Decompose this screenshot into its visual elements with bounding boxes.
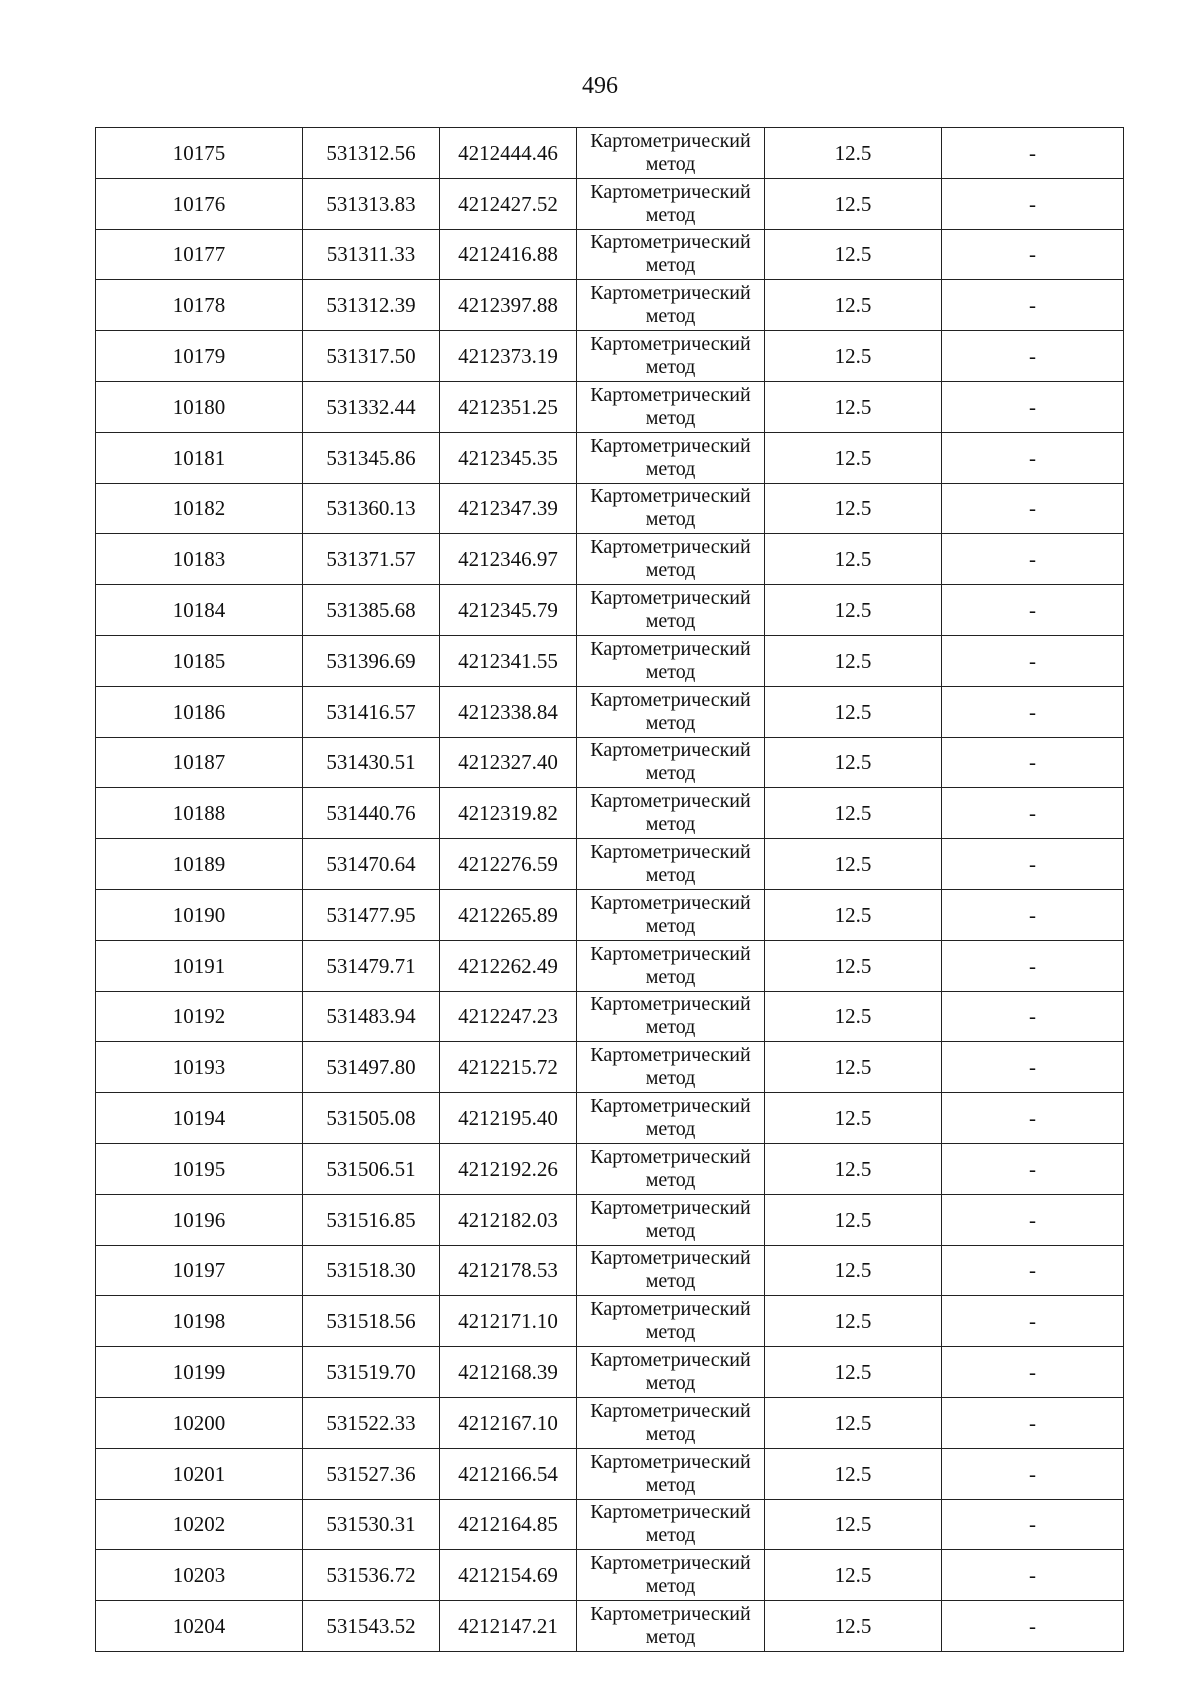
point-number-cell: 10190 — [96, 889, 303, 940]
note-cell: - — [942, 1499, 1124, 1550]
table-row — [96, 635, 1124, 686]
y-coordinate-cell: 4212262.49 — [440, 940, 577, 991]
method-line-1: Картометрический — [590, 1501, 751, 1524]
method-cell — [577, 280, 765, 331]
note-cell: - — [942, 1245, 1124, 1296]
y-coordinate-cell: 4212154.69 — [440, 1550, 577, 1601]
x-coordinate-cell: 531311.33 — [303, 229, 440, 280]
method-line-2: метод — [645, 1168, 696, 1191]
method-line-2: метод — [645, 965, 696, 988]
method-line-1: Картометрический — [590, 1552, 751, 1575]
method-line-1: Картометрический — [590, 282, 751, 305]
method-line-1: Картометрический — [590, 485, 751, 508]
x-coordinate-cell: 531518.30 — [303, 1245, 440, 1296]
method-line-2: метод — [645, 508, 696, 531]
table-row — [96, 381, 1124, 432]
accuracy-cell: 12.5 — [765, 1143, 942, 1194]
method-cell — [577, 229, 765, 280]
y-coordinate-cell: 4212215.72 — [440, 1042, 577, 1093]
table-row — [96, 1550, 1124, 1601]
point-number-cell: 10178 — [96, 280, 303, 331]
note-cell: - — [942, 1550, 1124, 1601]
note-cell: - — [942, 280, 1124, 331]
method-line-2: метод — [645, 254, 696, 277]
x-coordinate-cell: 531440.76 — [303, 788, 440, 839]
method-line-1: Картометрический — [590, 1450, 751, 1473]
note-cell: - — [942, 839, 1124, 890]
y-coordinate-cell: 4212345.79 — [440, 585, 577, 636]
point-number-cell: 10175 — [96, 128, 303, 179]
x-coordinate-cell: 531312.39 — [303, 280, 440, 331]
accuracy-cell: 12.5 — [765, 128, 942, 179]
note-cell: - — [942, 229, 1124, 280]
y-coordinate-cell: 4212338.84 — [440, 686, 577, 737]
method-cell — [577, 1296, 765, 1347]
point-number-cell: 10197 — [96, 1245, 303, 1296]
point-number-cell: 10183 — [96, 534, 303, 585]
x-coordinate-cell: 531385.68 — [303, 585, 440, 636]
note-cell: - — [942, 381, 1124, 432]
accuracy-cell: 12.5 — [765, 483, 942, 534]
accuracy-cell: 12.5 — [765, 178, 942, 229]
y-coordinate-cell: 4212346.97 — [440, 534, 577, 585]
point-number-cell: 10185 — [96, 635, 303, 686]
table-row — [96, 585, 1124, 636]
note-cell: - — [942, 1143, 1124, 1194]
point-number-cell: 10189 — [96, 839, 303, 890]
method-line-1: Картометрический — [590, 790, 751, 813]
method-cell — [577, 635, 765, 686]
method-line-1: Картометрический — [590, 688, 751, 711]
method-line-1: Картометрический — [590, 129, 751, 152]
point-number-cell: 10188 — [96, 788, 303, 839]
accuracy-cell: 12.5 — [765, 534, 942, 585]
method-cell — [577, 483, 765, 534]
point-number-cell: 10177 — [96, 229, 303, 280]
method-line-1: Картометрический — [590, 1298, 751, 1321]
y-coordinate-cell: 4212397.88 — [440, 280, 577, 331]
method-line-2: метод — [645, 203, 696, 226]
table-row — [96, 1601, 1124, 1652]
method-cell — [577, 788, 765, 839]
method-line-1: Картометрический — [590, 637, 751, 660]
method-line-1: Картометрический — [590, 333, 751, 356]
x-coordinate-cell: 531345.86 — [303, 432, 440, 483]
note-cell: - — [942, 1296, 1124, 1347]
point-number-cell: 10192 — [96, 991, 303, 1042]
x-coordinate-cell: 531505.08 — [303, 1093, 440, 1144]
note-cell: - — [942, 686, 1124, 737]
point-number-cell: 10195 — [96, 1143, 303, 1194]
y-coordinate-cell: 4212182.03 — [440, 1194, 577, 1245]
method-line-1: Картометрический — [590, 1349, 751, 1372]
method-line-2: метод — [645, 356, 696, 379]
method-line-2: метод — [645, 406, 696, 429]
y-coordinate-cell: 4212178.53 — [440, 1245, 577, 1296]
method-cell — [577, 991, 765, 1042]
table-row — [96, 991, 1124, 1042]
method-line-1: Картометрический — [590, 434, 751, 457]
note-cell: - — [942, 991, 1124, 1042]
x-coordinate-cell: 531477.95 — [303, 889, 440, 940]
method-line-1: Картометрический — [590, 739, 751, 762]
note-cell: - — [942, 1601, 1124, 1652]
method-line-2: метод — [645, 711, 696, 734]
accuracy-cell: 12.5 — [765, 889, 942, 940]
y-coordinate-cell: 4212327.40 — [440, 737, 577, 788]
note-cell: - — [942, 178, 1124, 229]
method-line-2: метод — [645, 1016, 696, 1039]
method-line-2: метод — [645, 762, 696, 785]
method-line-1: Картометрический — [590, 1399, 751, 1422]
x-coordinate-cell: 531416.57 — [303, 686, 440, 737]
method-line-1: Картометрический — [590, 383, 751, 406]
table-row — [96, 1347, 1124, 1398]
method-cell — [577, 1042, 765, 1093]
accuracy-cell: 12.5 — [765, 229, 942, 280]
point-number-cell: 10187 — [96, 737, 303, 788]
x-coordinate-cell: 531396.69 — [303, 635, 440, 686]
method-line-1: Картометрический — [590, 841, 751, 864]
table-row — [96, 839, 1124, 890]
y-coordinate-cell: 4212247.23 — [440, 991, 577, 1042]
method-cell — [577, 178, 765, 229]
point-number-cell: 10196 — [96, 1194, 303, 1245]
method-line-2: метод — [645, 1219, 696, 1242]
method-line-1: Картометрический — [590, 1603, 751, 1625]
method-line-2: метод — [645, 1067, 696, 1090]
accuracy-cell: 12.5 — [765, 1296, 942, 1347]
accuracy-cell: 12.5 — [765, 1397, 942, 1448]
x-coordinate-cell: 531530.31 — [303, 1499, 440, 1550]
x-coordinate-cell: 531516.85 — [303, 1194, 440, 1245]
y-coordinate-cell: 4212319.82 — [440, 788, 577, 839]
table-row — [96, 788, 1124, 839]
table-row — [96, 128, 1124, 179]
note-cell: - — [942, 585, 1124, 636]
note-cell: - — [942, 889, 1124, 940]
point-number-cell: 10181 — [96, 432, 303, 483]
table-row — [96, 331, 1124, 382]
accuracy-cell: 12.5 — [765, 991, 942, 1042]
method-line-2: метод — [645, 864, 696, 887]
accuracy-cell: 12.5 — [765, 1499, 942, 1550]
x-coordinate-cell: 531506.51 — [303, 1143, 440, 1194]
table-row — [96, 1194, 1124, 1245]
method-line-2: метод — [645, 1422, 696, 1445]
method-line-1: Картометрический — [590, 1196, 751, 1219]
method-line-1: Картометрический — [590, 536, 751, 559]
method-cell — [577, 1397, 765, 1448]
method-line-2: метод — [645, 1118, 696, 1141]
table-row — [96, 483, 1124, 534]
method-cell — [577, 1448, 765, 1499]
point-number-cell: 10200 — [96, 1397, 303, 1448]
method-line-2: метод — [645, 1270, 696, 1293]
y-coordinate-cell: 4212164.85 — [440, 1499, 577, 1550]
table-row — [96, 686, 1124, 737]
accuracy-cell: 12.5 — [765, 1093, 942, 1144]
method-cell — [577, 432, 765, 483]
y-coordinate-cell: 4212416.88 — [440, 229, 577, 280]
y-coordinate-cell: 4212276.59 — [440, 839, 577, 890]
point-number-cell: 10176 — [96, 178, 303, 229]
y-coordinate-cell: 4212345.35 — [440, 432, 577, 483]
accuracy-cell: 12.5 — [765, 839, 942, 890]
point-number-cell: 10180 — [96, 381, 303, 432]
x-coordinate-cell: 531332.44 — [303, 381, 440, 432]
method-cell — [577, 1245, 765, 1296]
method-line-1: Картометрический — [590, 587, 751, 610]
method-line-1: Картометрический — [590, 993, 751, 1016]
x-coordinate-cell: 531543.52 — [303, 1601, 440, 1652]
y-coordinate-cell: 4212167.10 — [440, 1397, 577, 1448]
note-cell: - — [942, 483, 1124, 534]
y-coordinate-cell: 4212373.19 — [440, 331, 577, 382]
method-cell — [577, 1194, 765, 1245]
table-row — [96, 1245, 1124, 1296]
method-cell — [577, 940, 765, 991]
note-cell: - — [942, 1397, 1124, 1448]
point-number-cell: 10186 — [96, 686, 303, 737]
table-row — [96, 280, 1124, 331]
method-line-2: метод — [645, 1473, 696, 1496]
note-cell: - — [942, 432, 1124, 483]
table-row — [96, 178, 1124, 229]
x-coordinate-cell: 531479.71 — [303, 940, 440, 991]
note-cell: - — [942, 1042, 1124, 1093]
note-cell: - — [942, 1093, 1124, 1144]
page-number: 496 — [582, 73, 618, 99]
accuracy-cell: 12.5 — [765, 381, 942, 432]
method-line-1: Картометрический — [590, 891, 751, 914]
method-cell — [577, 381, 765, 432]
x-coordinate-cell: 531518.56 — [303, 1296, 440, 1347]
note-cell: - — [942, 737, 1124, 788]
x-coordinate-cell: 531313.83 — [303, 178, 440, 229]
x-coordinate-cell: 531527.36 — [303, 1448, 440, 1499]
accuracy-cell: 12.5 — [765, 940, 942, 991]
y-coordinate-cell: 4212265.89 — [440, 889, 577, 940]
table-row — [96, 1042, 1124, 1093]
accuracy-cell: 12.5 — [765, 635, 942, 686]
method-line-2: метод — [645, 1372, 696, 1395]
y-coordinate-cell: 4212147.21 — [440, 1601, 577, 1652]
note-cell: - — [942, 331, 1124, 382]
accuracy-cell: 12.5 — [765, 1448, 942, 1499]
note-cell: - — [942, 788, 1124, 839]
method-cell — [577, 585, 765, 636]
table-row — [96, 534, 1124, 585]
point-number-cell: 10202 — [96, 1499, 303, 1550]
coordinates-table — [95, 127, 1124, 1652]
method-cell — [577, 889, 765, 940]
table-row — [96, 1448, 1124, 1499]
method-cell — [577, 686, 765, 737]
method-cell — [577, 737, 765, 788]
y-coordinate-cell: 4212166.54 — [440, 1448, 577, 1499]
y-coordinate-cell: 4212192.26 — [440, 1143, 577, 1194]
method-line-2: метод — [645, 1626, 696, 1648]
method-line-2: метод — [645, 914, 696, 937]
y-coordinate-cell: 4212195.40 — [440, 1093, 577, 1144]
accuracy-cell: 12.5 — [765, 585, 942, 636]
x-coordinate-cell: 531483.94 — [303, 991, 440, 1042]
table-row — [96, 940, 1124, 991]
method-cell — [577, 331, 765, 382]
accuracy-cell: 12.5 — [765, 788, 942, 839]
point-number-cell: 10204 — [96, 1601, 303, 1652]
accuracy-cell: 12.5 — [765, 1347, 942, 1398]
note-cell: - — [942, 1347, 1124, 1398]
point-number-cell: 10203 — [96, 1550, 303, 1601]
method-line-1: Картометрический — [590, 942, 751, 965]
accuracy-cell: 12.5 — [765, 280, 942, 331]
note-cell: - — [942, 534, 1124, 585]
method-line-2: метод — [645, 559, 696, 582]
method-line-2: метод — [645, 1524, 696, 1547]
y-coordinate-cell: 4212347.39 — [440, 483, 577, 534]
y-coordinate-cell: 4212341.55 — [440, 635, 577, 686]
table-row — [96, 1499, 1124, 1550]
method-line-2: метод — [645, 610, 696, 633]
note-cell: - — [942, 1448, 1124, 1499]
x-coordinate-cell: 531371.57 — [303, 534, 440, 585]
point-number-cell: 10193 — [96, 1042, 303, 1093]
method-line-1: Картометрический — [590, 1044, 751, 1067]
method-line-1: Картометрический — [590, 1145, 751, 1168]
y-coordinate-cell: 4212351.25 — [440, 381, 577, 432]
method-cell — [577, 534, 765, 585]
method-cell — [577, 1347, 765, 1398]
method-cell — [577, 1550, 765, 1601]
point-number-cell: 10199 — [96, 1347, 303, 1398]
table-row — [96, 1143, 1124, 1194]
method-cell — [577, 128, 765, 179]
accuracy-cell: 12.5 — [765, 1194, 942, 1245]
point-number-cell: 10179 — [96, 331, 303, 382]
note-cell: - — [942, 940, 1124, 991]
method-line-2: метод — [645, 1321, 696, 1344]
point-number-cell: 10182 — [96, 483, 303, 534]
y-coordinate-cell: 4212168.39 — [440, 1347, 577, 1398]
y-coordinate-cell: 4212171.10 — [440, 1296, 577, 1347]
point-number-cell: 10201 — [96, 1448, 303, 1499]
table-row — [96, 1093, 1124, 1144]
coordinates-table-body — [96, 128, 1124, 1652]
method-line-2: метод — [645, 1575, 696, 1598]
table-row — [96, 1296, 1124, 1347]
method-line-2: метод — [645, 457, 696, 480]
table-row — [96, 229, 1124, 280]
x-coordinate-cell: 531360.13 — [303, 483, 440, 534]
point-number-cell: 10194 — [96, 1093, 303, 1144]
table-row — [96, 889, 1124, 940]
method-line-1: Картометрический — [590, 231, 751, 254]
accuracy-cell: 12.5 — [765, 1550, 942, 1601]
point-number-cell: 10198 — [96, 1296, 303, 1347]
y-coordinate-cell: 4212427.52 — [440, 178, 577, 229]
method-line-2: метод — [645, 305, 696, 328]
method-cell — [577, 1499, 765, 1550]
x-coordinate-cell: 531430.51 — [303, 737, 440, 788]
table-row — [96, 432, 1124, 483]
method-cell — [577, 1601, 765, 1652]
method-line-1: Картометрический — [590, 180, 751, 203]
point-number-cell: 10184 — [96, 585, 303, 636]
method-cell — [577, 1143, 765, 1194]
method-line-2: метод — [645, 152, 696, 175]
table-row — [96, 1397, 1124, 1448]
method-line-2: метод — [645, 660, 696, 683]
method-line-2: метод — [645, 813, 696, 836]
method-cell — [577, 839, 765, 890]
accuracy-cell: 12.5 — [765, 737, 942, 788]
note-cell: - — [942, 1194, 1124, 1245]
accuracy-cell: 12.5 — [765, 432, 942, 483]
y-coordinate-cell: 4212444.46 — [440, 128, 577, 179]
x-coordinate-cell: 531536.72 — [303, 1550, 440, 1601]
accuracy-cell: 12.5 — [765, 1042, 942, 1093]
accuracy-cell: 12.5 — [765, 1245, 942, 1296]
x-coordinate-cell: 531519.70 — [303, 1347, 440, 1398]
note-cell: - — [942, 128, 1124, 179]
accuracy-cell: 12.5 — [765, 686, 942, 737]
point-number-cell: 10191 — [96, 940, 303, 991]
x-coordinate-cell: 531312.56 — [303, 128, 440, 179]
method-line-1: Картометрический — [590, 1247, 751, 1270]
x-coordinate-cell: 531497.80 — [303, 1042, 440, 1093]
accuracy-cell: 12.5 — [765, 331, 942, 382]
x-coordinate-cell: 531470.64 — [303, 839, 440, 890]
note-cell: - — [942, 635, 1124, 686]
accuracy-cell: 12.5 — [765, 1601, 942, 1652]
method-cell — [577, 1093, 765, 1144]
table-row — [96, 737, 1124, 788]
x-coordinate-cell: 531522.33 — [303, 1397, 440, 1448]
method-line-1: Картометрический — [590, 1095, 751, 1118]
x-coordinate-cell: 531317.50 — [303, 331, 440, 382]
